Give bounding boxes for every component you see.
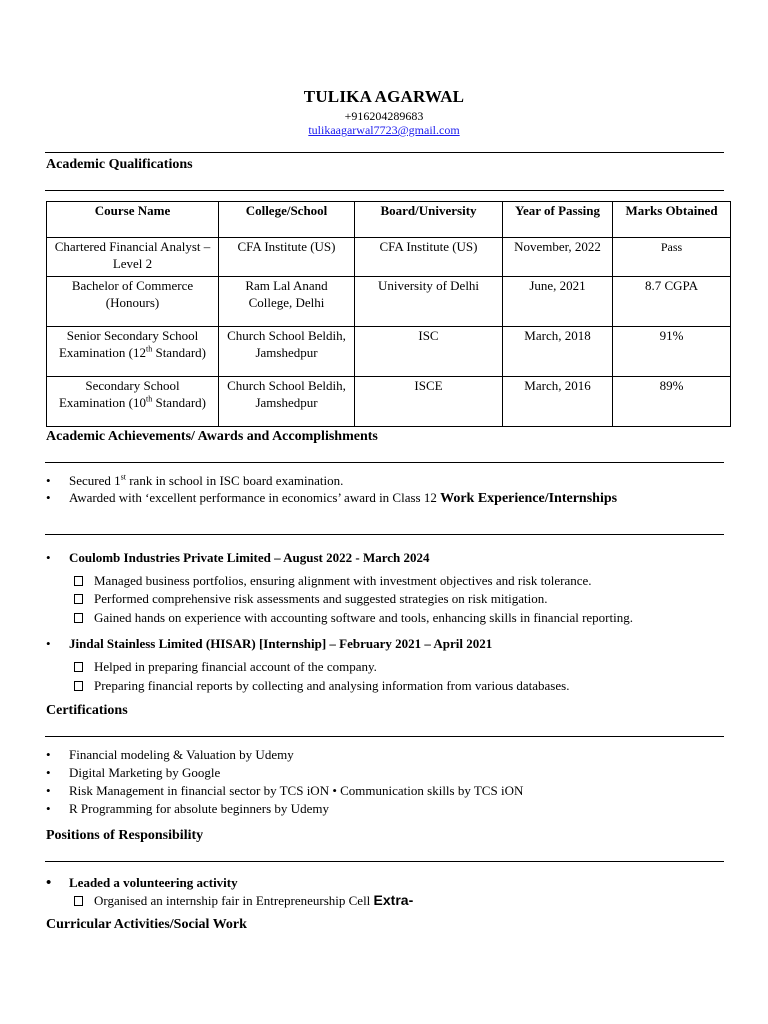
year-cell: March, 2018	[503, 327, 613, 377]
list-item	[46, 801, 329, 817]
table-row	[47, 238, 731, 277]
bullet-icon: •	[46, 747, 51, 762]
college-cell: CFA Institute (US)	[219, 238, 355, 277]
work-experience-heading: Work Experience/Internships	[440, 491, 618, 506]
bullet-icon: •	[46, 636, 51, 651]
course-text: Standard)	[152, 394, 207, 410]
list-item	[74, 591, 547, 607]
bullet-icon: •	[46, 801, 51, 816]
college-cell: Ram Lal Anand College, Delhi	[219, 277, 355, 327]
table-row	[47, 377, 731, 427]
year-cell: June, 2021	[503, 277, 613, 327]
course-cell: Bachelor of Commerce (Honours)	[47, 277, 219, 327]
list-item	[46, 490, 617, 507]
list-item	[74, 892, 413, 909]
checkbox-bullet-icon	[74, 896, 83, 906]
achievement-text: Secured 1	[69, 473, 121, 488]
table-row	[47, 327, 731, 377]
job-point: Helped in preparing financial account of the company.	[94, 659, 377, 674]
ordinal-suffix: th	[145, 344, 153, 354]
email-line	[0, 123, 768, 138]
position-detail: Organised an internship fair in Entrepreneurship Cell	[94, 893, 374, 908]
column-header: Course Name	[47, 202, 219, 238]
job-title-item	[46, 550, 430, 566]
certifications-heading: Certifications	[46, 703, 128, 718]
checkbox-bullet-icon	[74, 576, 83, 586]
list-item	[46, 747, 294, 763]
academic-heading: Academic Qualifications	[46, 157, 193, 172]
candidate-name: TULIKA AGARWAL	[303, 87, 465, 106]
certification-text: Risk Management in financial sector by TCS iON • Communication skills by TCS iON	[69, 783, 524, 798]
list-item	[46, 765, 220, 781]
list-item	[74, 659, 377, 675]
job-point: Gained hands on experience with accounting software and tools, enhancing skills in financial reporting.	[94, 610, 633, 625]
college-cell: Church School Beldih, Jamshedpur	[219, 327, 355, 377]
table-header-row	[47, 202, 731, 238]
job-point: Managed business portfolios, ensuring alignment with investment objectives and risk tolerance.	[94, 573, 592, 588]
marks-cell: 8.7 CGPA	[613, 277, 731, 327]
email-link[interactable]: tulikaagarwal7723@gmail.com	[308, 123, 460, 137]
column-header: Year of Passing	[503, 202, 613, 238]
bullet-icon: •	[46, 550, 51, 565]
position-title: Leaded a volunteering activity	[69, 875, 238, 890]
section-rule	[45, 462, 724, 463]
bullet-icon: •	[46, 473, 51, 488]
board-cell: ISCE	[355, 377, 503, 427]
bullet-icon: •	[46, 765, 51, 780]
college-cell: Church School Beldih, Jamshedpur	[219, 377, 355, 427]
job-title-item	[46, 636, 492, 652]
marks-cell: 89%	[613, 377, 731, 427]
certification-text: Financial modeling & Valuation by Udemy	[69, 747, 294, 762]
extra-heading-fragment: Extra-	[373, 892, 414, 908]
column-header: Board/University	[355, 202, 503, 238]
board-cell: CFA Institute (US)	[355, 238, 503, 277]
year-cell: March, 2016	[503, 377, 613, 427]
marks-cell: 91%	[613, 327, 731, 377]
checkbox-bullet-icon	[74, 681, 83, 691]
list-item	[46, 783, 523, 799]
course-text: Senior Secondary School Examination (12	[58, 328, 199, 360]
course-text: Standard)	[152, 344, 207, 360]
positions-heading: Positions of Responsibility	[46, 828, 204, 843]
section-rule	[45, 861, 724, 862]
qualifications-table	[46, 201, 731, 427]
section-rule	[45, 736, 724, 737]
section-rule	[45, 152, 724, 153]
job-point: Preparing financial reports by collecting and analysing information from various databases.	[94, 678, 570, 693]
list-item	[74, 610, 633, 626]
certification-text: R Programming for absolute beginners by Udemy	[69, 801, 329, 816]
column-header: Marks Obtained	[613, 202, 731, 238]
job-point: Performed comprehensive risk assessments and suggested strategies on risk mitigation.	[94, 591, 548, 606]
bullet-icon: •	[46, 490, 51, 505]
course-cell	[47, 327, 219, 377]
board-cell: University of Delhi	[355, 277, 503, 327]
marks-cell: Pass	[613, 238, 731, 277]
list-item	[46, 875, 238, 892]
bullet-icon: •	[46, 783, 51, 798]
board-cell: ISC	[355, 327, 503, 377]
achievement-text: Awarded with ‘excellent performance in economics’ award in Class 12	[69, 490, 441, 505]
course-text: Secondary School Examination (10	[58, 378, 180, 410]
list-item	[46, 473, 343, 489]
course-cell	[47, 377, 219, 427]
section-rule	[45, 534, 724, 535]
achievements-heading: Academic Achievements/ Awards and Accomplishments	[46, 429, 378, 444]
ordinal-suffix: st	[120, 472, 126, 482]
checkbox-bullet-icon	[74, 662, 83, 672]
list-item	[74, 573, 592, 589]
table-row	[47, 277, 731, 327]
section-rule	[45, 190, 724, 191]
checkbox-bullet-icon	[74, 613, 83, 623]
certification-text: Digital Marketing by Google	[69, 765, 221, 780]
checkbox-bullet-icon	[74, 594, 83, 604]
job-title: Jindal Stainless Limited (HISAR) [Internship] – February 2021 – April 2021	[69, 636, 493, 651]
bullet-icon: •	[46, 875, 52, 891]
extra-curricular-heading: Curricular Activities/Social Work	[46, 917, 247, 932]
job-title: Coulomb Industries Private Limited – August 2022 - March 2024	[69, 550, 430, 565]
year-cell: November, 2022	[503, 238, 613, 277]
ordinal-suffix: th	[145, 394, 153, 404]
course-cell: Chartered Financial Analyst – Level 2	[47, 238, 219, 277]
achievement-text: rank in school in ISC board examination.	[125, 473, 344, 488]
list-item	[74, 678, 569, 694]
phone-number: +916204289683	[344, 109, 424, 123]
column-header: College/School	[219, 202, 355, 238]
